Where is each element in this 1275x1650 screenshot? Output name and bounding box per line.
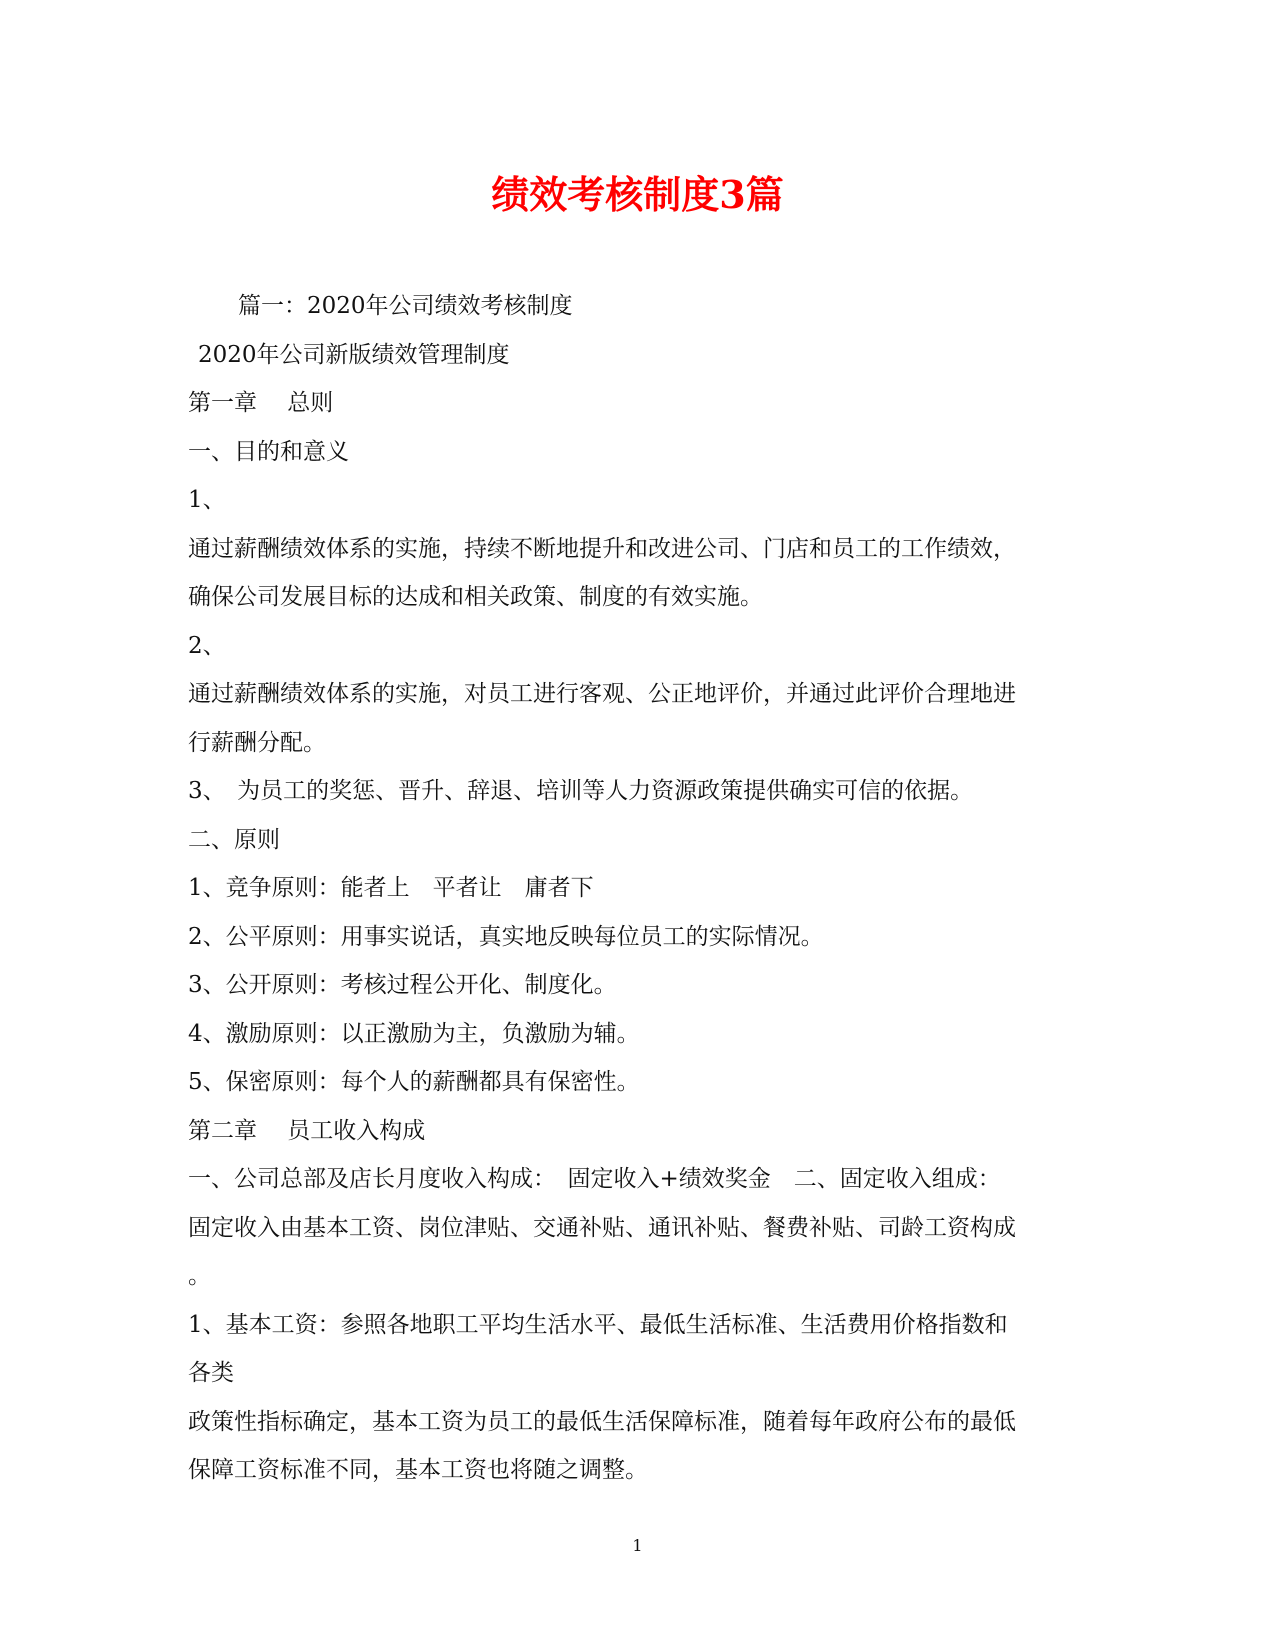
paragraph-line: 各类 [188, 1360, 234, 1386]
list-item: 4、激励原则：以正激励为主，负激励为辅。 [188, 1020, 640, 1047]
list-item: 2、公平原则：用事实说话，真实地反映每位员工的实际情况。 [188, 923, 824, 950]
paragraph-line: 通过薪酬绩效体系的实施，持续不断地提升和改进公司、门店和员工的工作绩效， [188, 535, 1016, 562]
subtitle-line: 2020年公司新版绩效管理制度 [198, 341, 510, 368]
paragraph-line: 固定收入由基本工资、岗位津贴、交通补贴、通讯补贴、餐费补贴、司龄工资构成 [188, 1214, 1016, 1241]
paragraph-line: 一、公司总部及店长月度收入构成： 固定收入+绩效奖金 二、固定收入组成： [188, 1166, 1001, 1192]
list-item: 3、公开原则：考核过程公开化、制度化。 [188, 972, 617, 998]
section-heading: 一、目的和意义 [188, 438, 349, 465]
chapter-heading: 第一章 总则 [188, 390, 334, 416]
paragraph-line: 行薪酬分配。 [188, 729, 326, 756]
paragraph-line: 。 [188, 1263, 211, 1289]
paragraph-line: 确保公司发展目标的达成和相关政策、制度的有效实施。 [188, 584, 763, 610]
chapter-heading: 第二章 员工收入构成 [188, 1117, 426, 1144]
paragraph-line: 3、 为员工的奖惩、晋升、辞退、培训等人力资源政策提供确实可信的依据。 [188, 778, 974, 804]
list-item: 1、竞争原则：能者上 平者让 庸者下 [188, 875, 594, 901]
list-number: 1、 [188, 487, 226, 513]
document-title: 绩效考核制度3篇 [491, 172, 784, 217]
list-item: 5、保密原则：每个人的薪酬都具有保密性。 [188, 1069, 640, 1095]
paragraph-line: 通过薪酬绩效体系的实施，对员工进行客观、公正地评价，并通过此评价合理地进 [188, 681, 1016, 707]
list-number: 2、 [188, 632, 226, 659]
paragraph-line: 政策性指标确定，基本工资为员工的最低生活保障标准，随着每年政府公布的最低 [188, 1408, 1016, 1435]
list-item: 1、基本工资：参照各地职工平均生活水平、最低生活标准、生活费用价格指数和 [188, 1311, 1008, 1338]
document-body [188, 282, 1088, 1495]
section-heading: 二、原则 [188, 826, 280, 853]
page-number: 1 [632, 1536, 643, 1555]
section-heading: 篇一：2020年公司绩效考核制度 [238, 293, 573, 319]
paragraph-line: 保障工资标准不同，基本工资也将随之调整。 [188, 1457, 648, 1483]
